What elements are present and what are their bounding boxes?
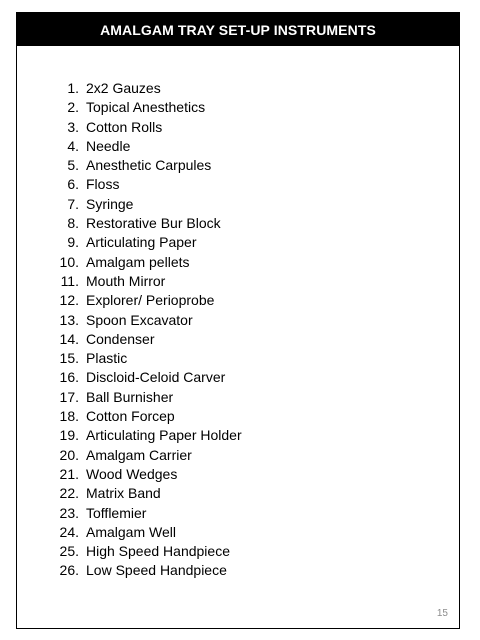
list-item-number: 25. <box>59 543 79 560</box>
list-item-label: Plastic <box>86 350 128 367</box>
list-item <box>53 272 242 291</box>
list-item-number: 4. <box>67 137 79 154</box>
list-item <box>53 195 242 214</box>
list-item-number: 17. <box>59 388 79 405</box>
list-item-number: 16. <box>59 369 79 386</box>
list-item-number: 8. <box>67 215 79 232</box>
title-bar <box>17 13 459 46</box>
list-item <box>53 465 242 484</box>
list-item-number: 2. <box>67 99 79 116</box>
list-item <box>53 137 242 156</box>
list-item <box>53 98 242 117</box>
page-number: 15 <box>436 608 448 619</box>
list-item <box>53 233 242 252</box>
list-item <box>53 175 242 194</box>
list-item-number: 15. <box>59 350 79 367</box>
list-item <box>53 542 242 561</box>
list-item <box>53 446 242 465</box>
list-item-label: Explorer/ Perioprobe <box>86 292 215 309</box>
list-item <box>53 388 242 407</box>
list-item-label: Condenser <box>86 330 155 347</box>
page-title: AMALGAM TRAY SET-UP INSTRUMENTS <box>100 21 376 38</box>
list-item-number: 3. <box>67 118 79 135</box>
list-item-number: 26. <box>59 562 79 579</box>
list-item-label: Anesthetic Carpules <box>86 157 212 174</box>
list-item-number: 6. <box>67 176 79 193</box>
list-item-number: 1. <box>67 80 79 96</box>
list-item-label: Spoon Excavator <box>86 311 193 328</box>
list-item-label: Articulating Paper <box>86 234 197 251</box>
list-item-number: 9. <box>67 234 79 251</box>
list-item-label: High Speed Handpiece <box>86 543 230 560</box>
list-item-label: Articulating Paper Holder <box>86 427 242 444</box>
list-item-number: 7. <box>67 195 79 212</box>
list-item <box>53 156 242 175</box>
list-item <box>53 330 242 349</box>
list-item-label: Syringe <box>86 195 134 212</box>
list-item-label: Matrix Band <box>86 485 161 502</box>
instrument-list <box>53 79 242 581</box>
list-item-label: Ball Burnisher <box>86 388 174 405</box>
list-item <box>53 368 242 387</box>
list-item-label: Needle <box>86 137 131 154</box>
list-item-number: 18. <box>59 408 79 425</box>
list-item-number: 12. <box>59 292 79 309</box>
list-item-label: Wood Wedges <box>86 465 178 482</box>
list-item-label: 2x2 Gauzes <box>86 80 161 96</box>
list-item-label: Amalgam Well <box>86 523 176 540</box>
list-item <box>53 561 242 580</box>
list-item-number: 24. <box>59 523 79 540</box>
list-item <box>53 253 242 272</box>
list-item <box>53 349 242 368</box>
list-item <box>53 291 242 310</box>
list-item-label: Low Speed Handpiece <box>86 562 227 579</box>
list-item-label: Restorative Bur Block <box>86 215 221 232</box>
list-item-number: 22. <box>59 485 79 502</box>
list-item <box>53 504 242 523</box>
list-item-number: 20. <box>59 446 79 463</box>
list-item-number: 13. <box>59 311 79 328</box>
list-item <box>53 426 242 445</box>
list-item-label: Cotton Forcep <box>86 408 175 425</box>
list-item-label: Discloid-Celoid Carver <box>86 369 226 386</box>
page-frame <box>16 12 460 629</box>
list-item-number: 14. <box>59 330 79 347</box>
list-item-number: 10. <box>59 253 79 270</box>
list-item-number: 21. <box>59 465 79 482</box>
list-item-number: 5. <box>67 157 79 174</box>
list-item <box>53 118 242 137</box>
list-item <box>53 311 242 330</box>
list-item-label: Cotton Rolls <box>86 118 163 135</box>
list-item-label: Mouth Mirror <box>86 272 166 289</box>
list-item-label: Tofflemier <box>86 504 147 521</box>
list-item-number: 23. <box>59 504 79 521</box>
list-item <box>53 407 242 426</box>
list-item <box>53 523 242 542</box>
list-item-number: 19. <box>59 427 79 444</box>
list-item <box>53 484 242 503</box>
list-item-label: Amalgam pellets <box>86 253 190 270</box>
list-item <box>53 214 242 233</box>
list-item-label: Amalgam Carrier <box>86 446 192 463</box>
list-item-label: Floss <box>86 176 120 193</box>
list-item-label: Topical Anesthetics <box>86 99 206 116</box>
list-item-number: 11. <box>60 272 79 289</box>
list-item <box>53 79 242 98</box>
